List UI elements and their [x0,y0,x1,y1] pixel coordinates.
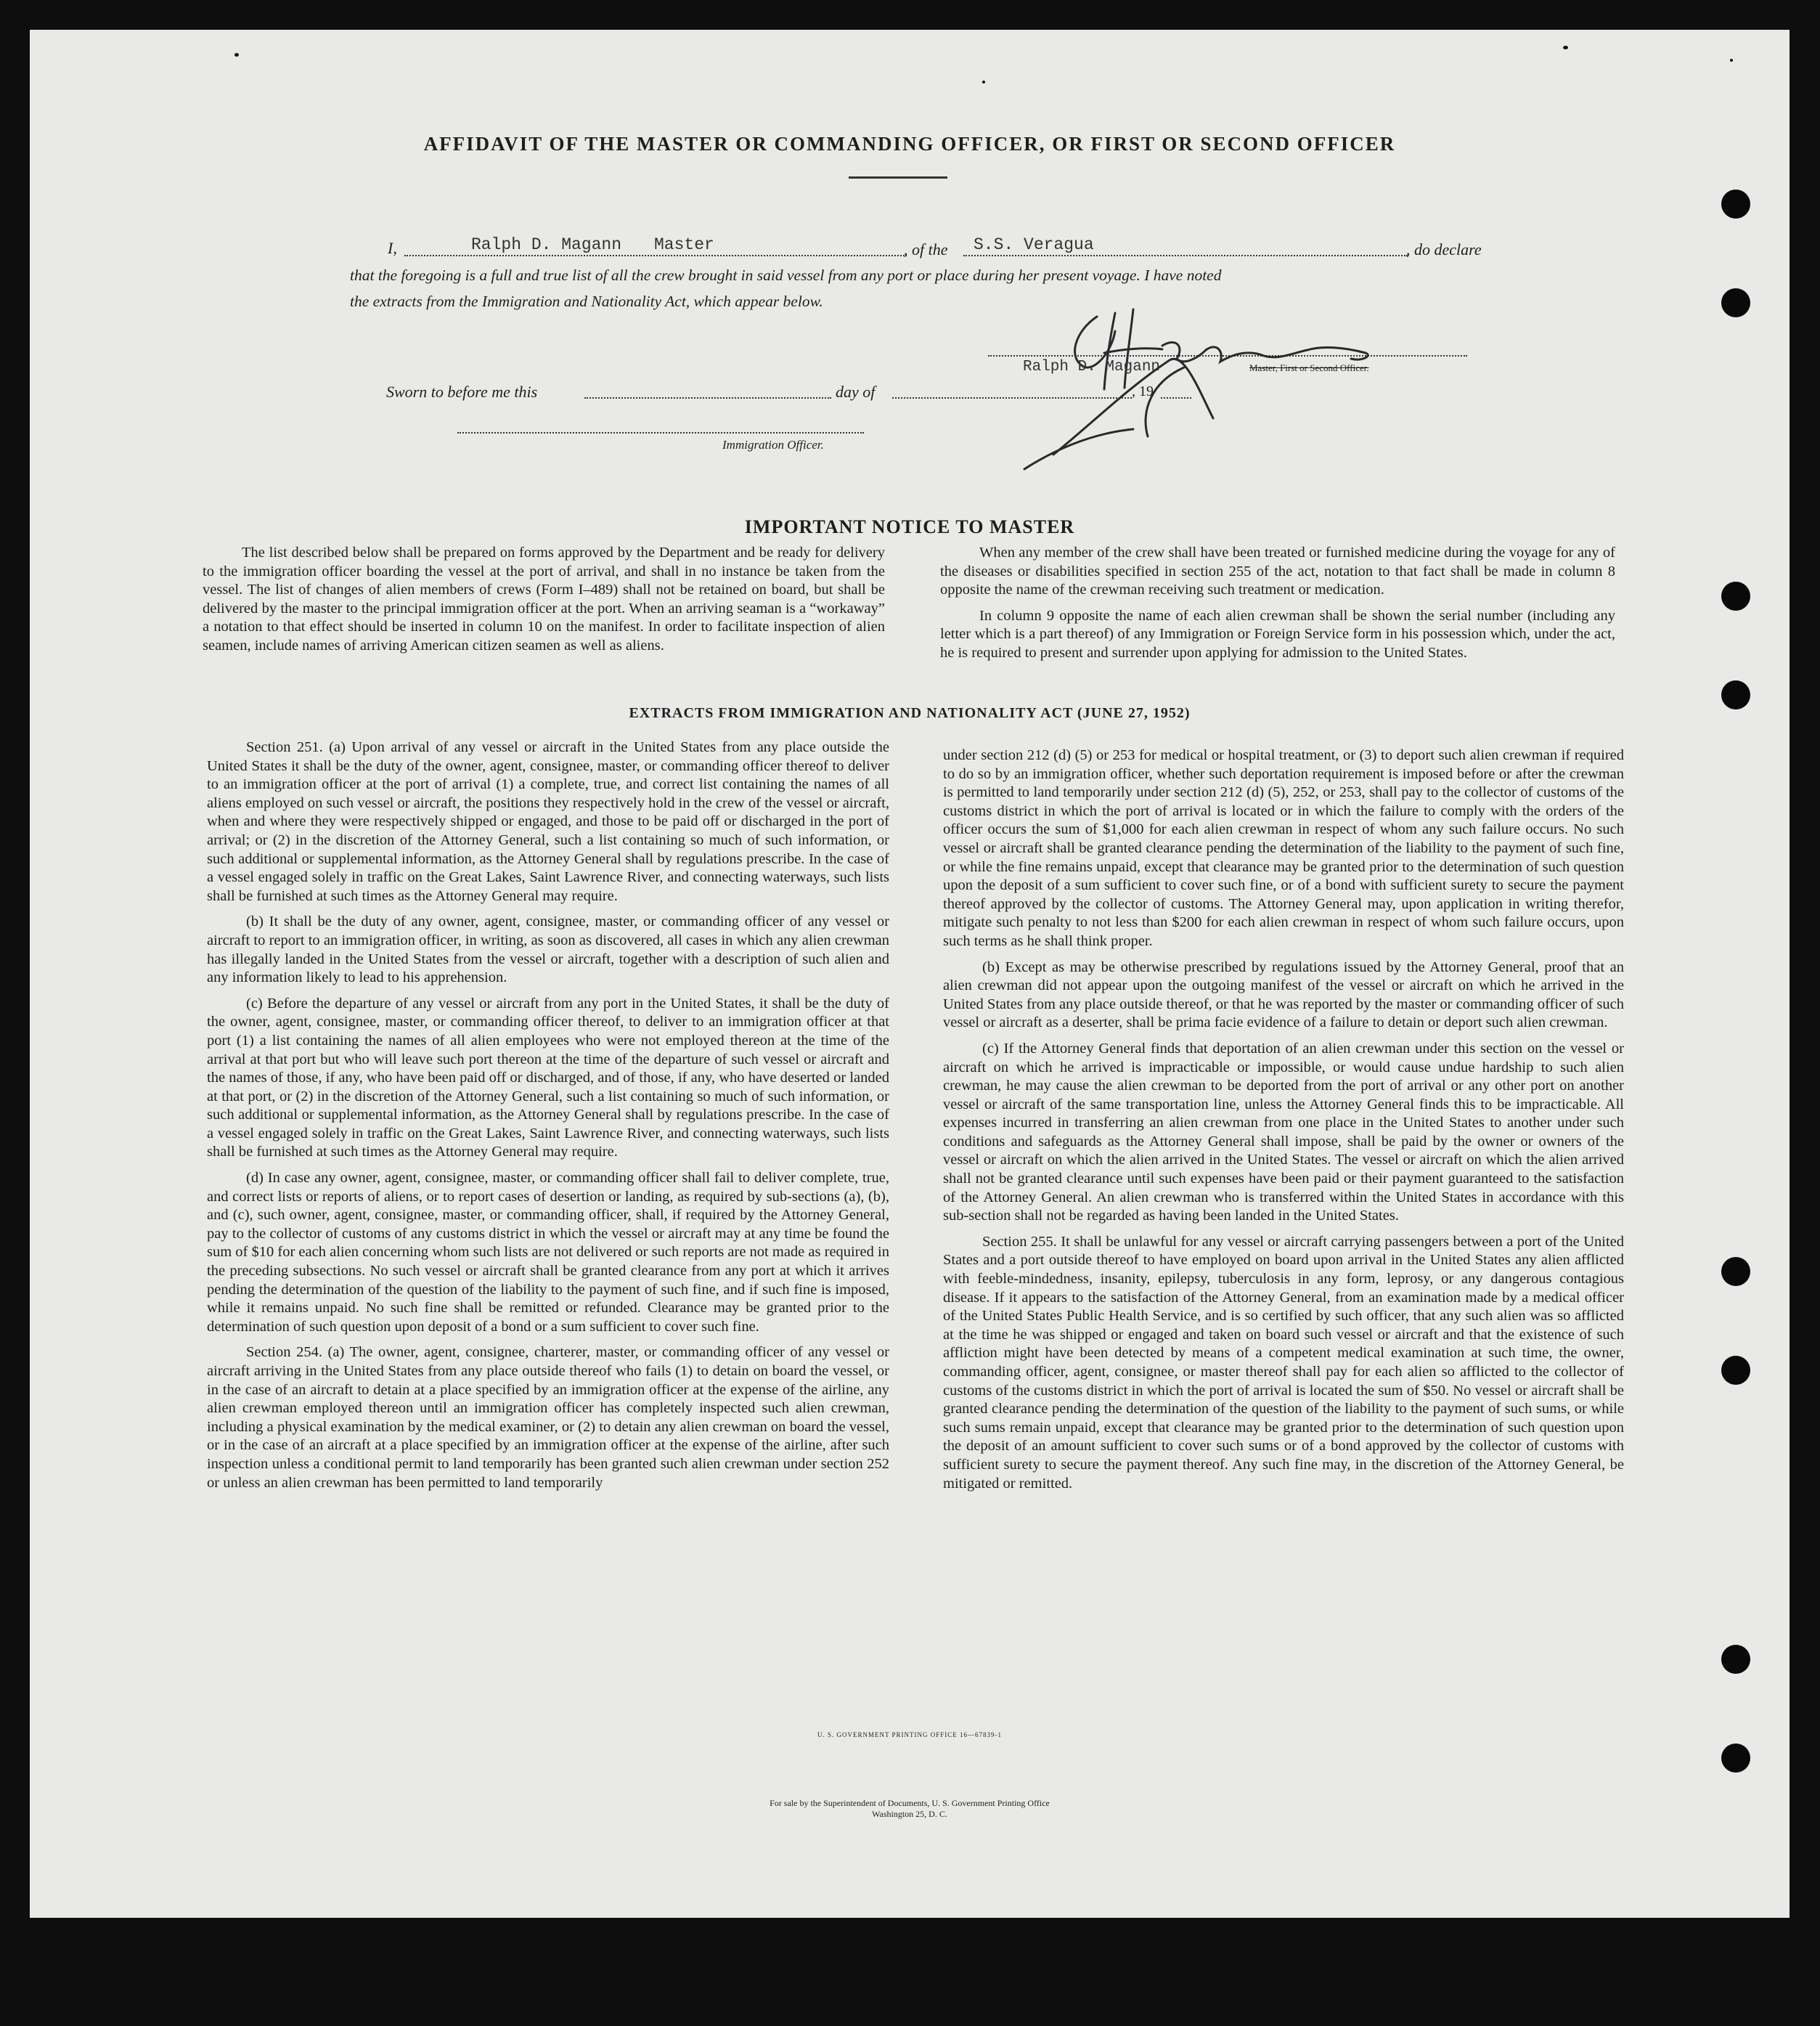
notice-right-paragraph-2: In column 9 opposite the name of each alien crewman shall be shown the serial number (including any letter which is a part thereof) of any Immigration or Foreign Service form in his possession which, under the act, he is required to present and surrender upon applying for admission to the United States. [940,607,1615,661]
year-label: , 19 [1132,383,1154,399]
punch-hole [1721,288,1750,317]
section-251-d: (d) In case any owner, agent, consignee, master, or commanding officer shall fail to deliver complete, true, and correct lists or reports of aliens, or to report cases of desertion or landing, as required by sub-sections (a), (b), and (c), such owner, agent, consignee, master, or commanding officer, shall, if required by the Attorney General, pay to the collector of customs of any customs district in which the vessel or aircraft may at any time be found the sum of $10 for each alien concerning whom such lists are not delivered or such reports are not made as required in the preceding subsections. No such vessel or aircraft shall be granted clearance from any port at which it arrives pending the determination of the question of the liability to the payment of such fine, and if such fine is imposed, while it remains unpaid. No such fine shall be remitted or refunded. Clearance may be granted prior to the determination of such question upon deposit of a bond or a sum sufficient to cover such fine. [207,1170,889,1335]
statement-line-1: that the foregoing is a full and true list of all the crew brought in said vessel from any port or place during her present voyage. I have noted [350,267,1222,284]
of-the-label: , of the [904,240,948,259]
printing-office-line: U. S. GOVERNMENT PRINTING OFFICE 16—67839-1 [817,1731,1003,1738]
notice-right-column [940,544,1615,663]
punch-hole [1721,680,1750,709]
sworn-day-line [584,397,831,399]
section-255: Section 255. It shall be unlawful for any vessel or aircraft carrying passengers between a port of the United States and a port outside thereof to have employed on board upon arrival in the United States any alien afflicted with feeble-mindedness, insanity, epilepsy, tuberculosis in any form, leprosy, or any dangerous contagious disease. If it appears to the satisfaction of the Attorney General, from an examination made by a medical officer of the United States Public Health Service, and is so certified by such officer, that any such alien was so afflicted at the time he was shipped or engaged and taken on board such vessel or aircraft and that the existence of such affliction might have been detected by means of a competent medical examination at such time, the owner, commanding officer, agent, consignee, or master thereof shall pay for each alien so afflicted to the collector of customs of the customs district in which the port of arrival is located the sum of $50. No vessel or aircraft shall be granted clearance pending the determination of the question of the liability to the payment of such sums, or while such sums remain unpaid, except that clearance may be granted prior to the determination of such question upon the deposit of an amount sufficient to cover such sums or of a bond approved by the collector of customs with sufficient surety to secure the payment thereof. Any such fine may, in the discretion of the Attorney General, be mitigated or remitted. [943,1233,1624,1492]
scan-speck [234,53,239,57]
handwritten-signature [966,280,1460,476]
scan-speck [1563,46,1568,49]
i-label: I, [388,239,397,257]
signer-title: Master, First or Second Officer. [1249,362,1369,373]
statement-line-2: the extracts from the Immigration and Nationality Act, which appear below. [350,293,823,310]
sale-notice-line-2: Washington 25, D. C. [872,1809,947,1819]
master-name-value: Ralph D. Magann [471,235,622,254]
punch-hole [1721,1356,1750,1385]
name-line [404,255,907,256]
sworn-label: Sworn to before me this [386,383,538,401]
section-254-a-continued: under section 212 (d) (5) or 253 for medical or hospital treatment, or (3) to deport such alien crewman if required to do so by an immigration officer, whether such deportation requirement is imposed before or after the crewman is permitted to land temporarily under section 212 (d) (5), 252, or 253, shall pay to the collector of customs of the customs district in which the port of arrival is located or in which the failure to comply with the orders of the officer occurs the sum of $1,000 for each alien crewman in respect of whom any such failure occurs. No such vessel or aircraft shall be granted clearance pending the determination of the liability to the payment of such fine, or while the fine remains unpaid, except that clearance may be granted prior to the determination of such question upon the deposit of a sum sufficient to cover such fine, or of a bond with sufficient surety to secure the payment thereof approved by the collector of customs. The Attorney General may, upon application in writing therefor, mitigate such penalty to not less than $200 for each alien crewman in respect of whom such failure occurs, upon such terms as he shall think proper. [943,747,1624,949]
punch-hole [1721,190,1750,219]
section-251-b: (b) It shall be the duty of any owner, agent, consignee, master, or commanding officer of any vessel or aircraft to report to an immigration officer, in writing, as soon as discovered, all cases in which any alien crewman has illegally landed in the United States from the vessel or aircraft, together with a description of such alien and any information likely to lead to his apprehension. [207,914,889,986]
section-251-a: Section 251. (a) Upon arrival of any vessel or aircraft in the United States from any place outside the United States it shall be the duty of the owner, agent, consignee, master, or commanding officer thereof to deliver to an immigration officer at the port of arrival (1) a complete, true, and correct list containing the names of all aliens employed on such vessel or aircraft, the positions they respectively hold in the crew of the vessel or aircraft, when and where they were respectively shipped or engaged, and those to be paid off or discharged in the port of arrival; or (2) in the discretion of the Attorney General, such a list containing so much of such information, or such additional or supplemental information, as the Attorney General shall by regulations prescribe. In the case of a vessel engaged solely in traffic on the Great Lakes, Saint Lawrence River, and connecting waterways, such lists shall be furnished at such times as the Attorney General may require. [207,739,889,904]
section-254-c: (c) If the Attorney General finds that deportation of an alien crewman under this section on the vessel or aircraft on which he arrived is impracticable or impossible, or would cause undue hardship to such alien crewman, he may cause the alien crewman to be deported from the port of arrival or any other port on another vessel or aircraft of the same transportation line, unless the Attorney General finds this to be impracticable. All expenses incurred in transferring an alien crewman from one place in the United States to another under such conditions and safeguards as the Attorney General shall impose, shall be paid by the owner or owners of the vessel or aircraft on which the alien arrived in the United States. The vessel or aircraft on which the alien arrived shall not be granted clearance until such expenses have been paid or their payment guaranteed to the satisfaction of the Attorney General. An alien crewman who is transferred within the United States in accordance with this sub-section shall not be regarded as having been landed in the United States. [943,1040,1624,1224]
signer-typed-name: Ralph D. Magann [1023,359,1161,375]
sworn-month-line [892,397,1132,399]
section-254-b: (b) Except as may be otherwise prescribed by regulations issued by the Attorney General, proof that an alien crewman did not appear upon the outgoing manifest of the vessel or aircraft on which he arrived in the United States from any place outside thereof, or that he was reported by the master or commanding officer of such vessel or aircraft as a deserter, shall be prima facie evidence of a failure to detain or deport such alien crewman. [943,959,1624,1031]
punch-hole [1721,1257,1750,1286]
sale-notice-line-1: For sale by the Superintendent of Documents, U. S. Government Printing Office [770,1798,1050,1808]
day-of-label: day of [836,383,876,401]
scan-speck [1730,59,1733,62]
document-page [30,30,1790,1918]
notice-left-column [203,544,885,656]
notice-right-paragraph-1: When any member of the crew shall have been treated or furnished medicine during the voyage for any of the diseases or disabilities specified in section 255 of the act, notation to that fact shall be made in column 8 opposite the name of the crewman receiving such treatment or medication. [940,545,1615,598]
notice-title: IMPORTANT NOTICE TO MASTER [744,516,1075,537]
immigration-officer-label: Immigration Officer. [722,438,824,452]
title-rule [849,176,947,179]
master-rank-value: Master [654,235,714,254]
affidavit-title: AFFIDAVIT OF THE MASTER OR COMMANDING OFFICER, OR FIRST OR SECOND OFFICER [423,133,1396,155]
vessel-name-value: S.S. Veragua [974,235,1094,254]
punch-hole [1721,582,1750,611]
punch-hole [1721,1645,1750,1674]
punch-hole [1721,1744,1750,1773]
scan-speck [982,81,985,84]
sworn-year-line [1161,397,1191,399]
immigration-officer-line [457,432,864,434]
section-254-a: Section 254. (a) The owner, agent, consignee, charterer, master, or commanding officer of any vessel or aircraft arriving in the United States from any place outside thereof who fails (1) to detain on board the vessel, or in the case of an aircraft to detain at a place specified by an immigration officer at the expense of the airline, any alien crewman employed thereon until an immigration officer has completely inspected such alien crewman, including a physical examination by the medical examiner, or (2) to detain any alien crewman on board the vessel, or in the case of an aircraft at a place specified by an immigration officer at the expense of the airline, after such inspection unless a conditional permit to land temporarily has been granted such alien crewman under section 252 or unless an alien crewman has been permitted to land temporarily [207,1344,889,1491]
notice-left-paragraph: The list described below shall be prepared on forms approved by the Department and be ready for delivery to the immigration officer boarding the vessel at the port of arrival, and shall in no instance be taken from the vessel. The list of changes of alien members of crews (Form I–489) shall not be retained on board, but shall be delivered by the master to the principal immigration officer at the port. When an arriving seaman is a “workaway” a notation to that effect should be inserted in column 10 on the manifest. In order to facilitate inspection of alien seamen, include names of arriving American citizen seamen as well as aliens. [203,545,885,654]
section-251-c: (c) Before the departure of any vessel or aircraft from any port in the United States, it shall be the duty of the owner, agent, consignee, master, or commanding officer thereof, to deliver to an immigration officer at that port (1) a list containing the names of all alien employees who were not employed thereon at the time of the arrival at that port but who will leave such port thereon at the time of the departure of such vessel or aircraft and the names of those, if any, who have been paid off or discharged, and of those, if any, who have deserted or landed at that port, or (2) in the discretion of the Attorney General, such a list containing so much of such information, or such additional or supplemental information, as the Attorney General shall by regulations prescribe. In the case of a vessel engaged solely in traffic on the Great Lakes, Saint Lawrence River, and connecting waterways, such lists shall be furnished at such times as the Attorney General may require. [207,995,889,1160]
do-declare-label: , do declare [1406,240,1482,259]
extracts-title: EXTRACTS FROM IMMIGRATION AND NATIONALITY ACT (JUNE 27, 1952) [629,705,1191,721]
extracts-right-column [943,746,1624,1493]
extracts-left-column [207,739,889,1492]
vessel-line [963,255,1408,256]
